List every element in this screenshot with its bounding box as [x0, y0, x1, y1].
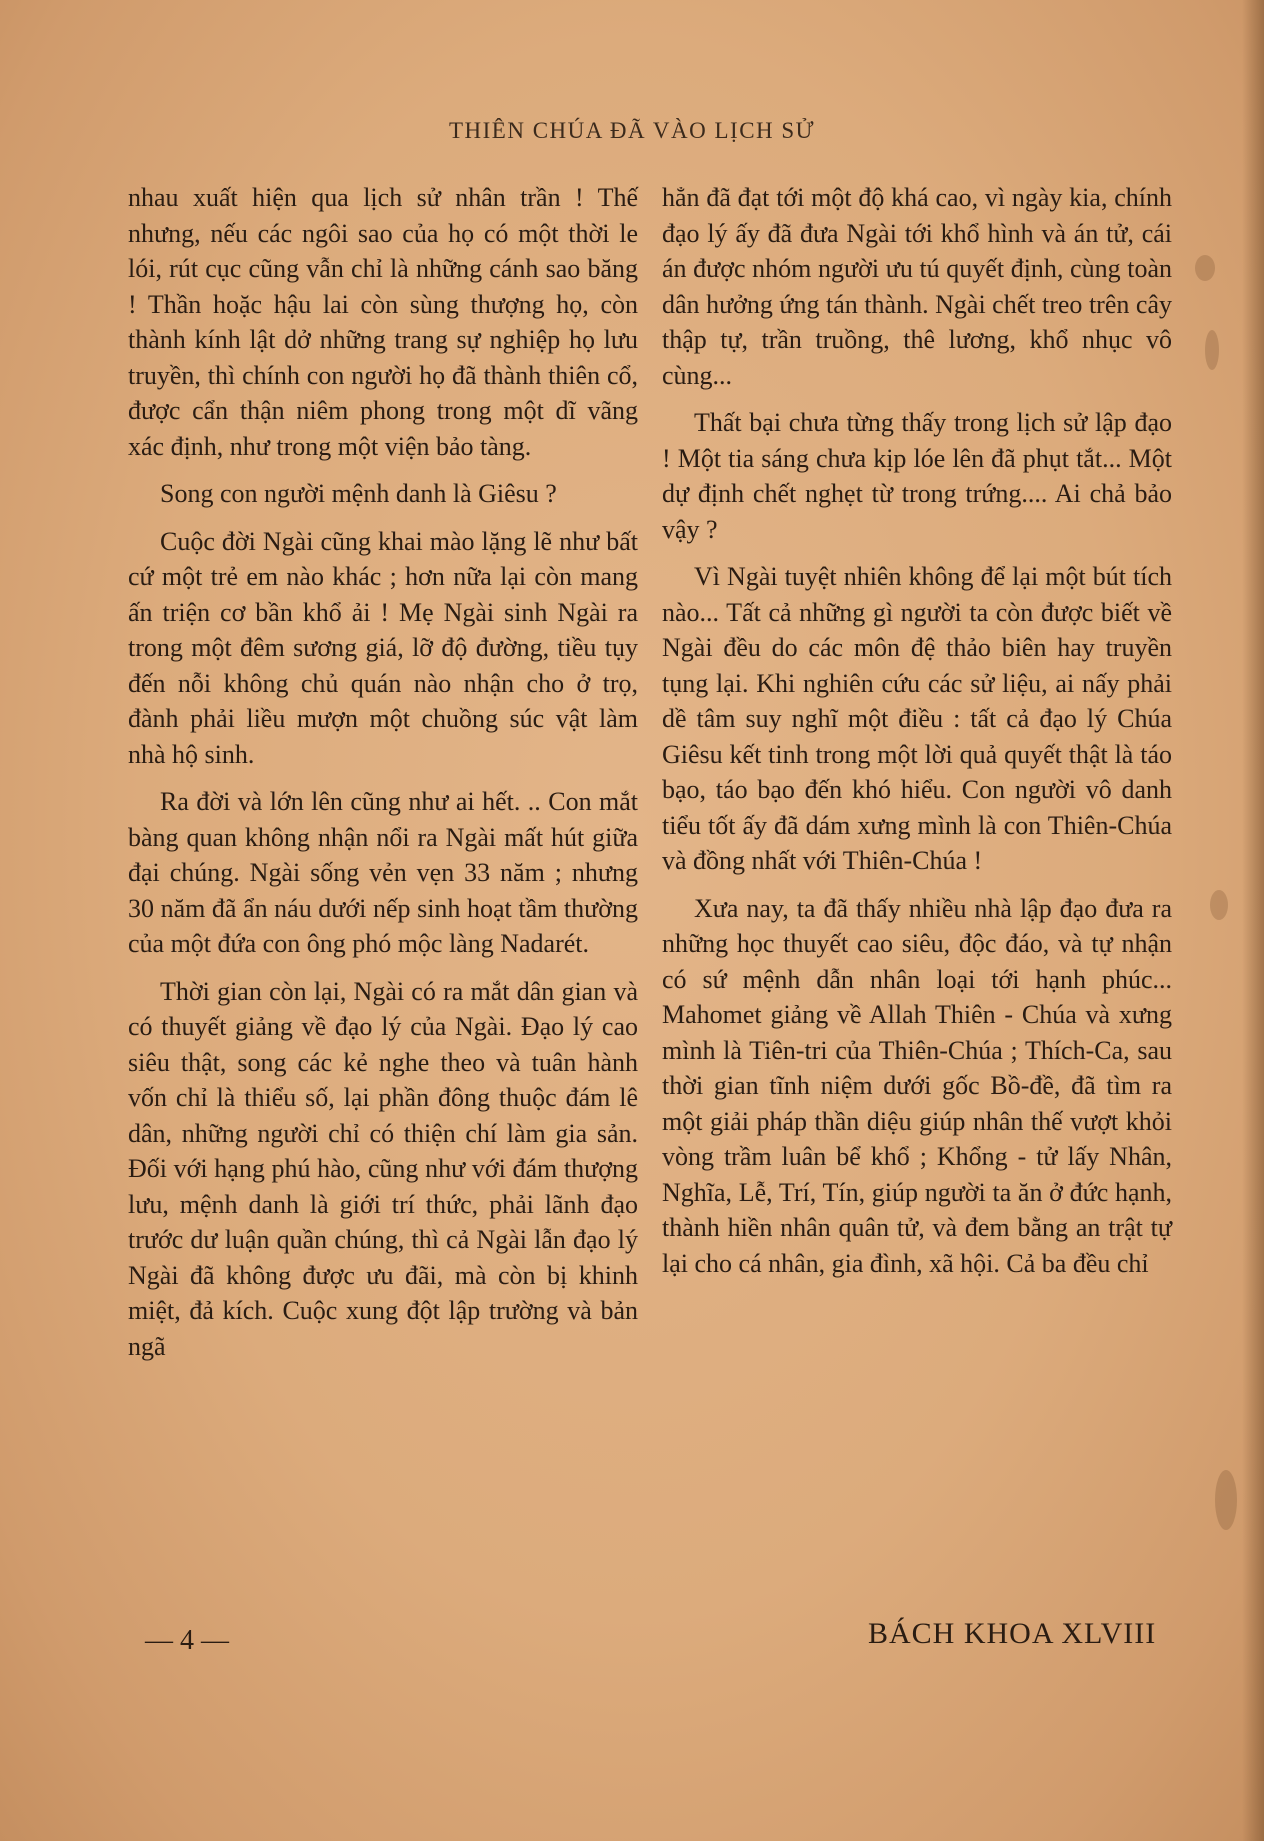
paper-stain — [1205, 330, 1219, 370]
paper-stain — [1195, 255, 1215, 281]
running-head: THIÊN CHÚA ĐÃ VÀO LỊCH SỬ — [448, 118, 816, 143]
paragraph: Thời gian còn lại, Ngài có ra mắt dân gian và có thuyết giảng về đạo lý của Ngài. Đạo lý cao siêu thật, song các kẻ nghe theo và tuân hành vốn chỉ là thiểu số, lại phần đông thuộc đám lê dân, những người chỉ có thiện chí làm gia sản. Đối với hạng phú hào, cũng như với đám thượng lưu, mệnh danh là giới trí thức, phải lãnh đạo trước dư luận quần chúng, thì cả Ngài lẫn đạo lý Ngài đã không được ưu đãi, mà còn bị khinh miệt, đả kích. Cuộc xung đột lập trường và bản ngã — [128, 976, 638, 1361]
paragraph: Xưa nay, ta đã thấy nhiều nhà lập đạo đưa ra những học thuyết cao siêu, độc đáo, và tự nhận có sứ mệnh dẫn nhân loại tới hạnh phúc... Mahomet giảng về Allah Thiên - Chúa và xưng mình là Tiên-tri của Thiên-Chúa ; Thích-Ca, sau thời gian tĩnh niệm dưới gốc Bồ-đề, đã tìm ra một giải pháp thần diệu giúp nhân thế vượt khỏi vòng trầm luân bể khổ ; Khổng - tử lấy Nhân, Nghĩa, Lễ, Trí, Tín, giúp người ta ăn ở đức hạnh, thành hiền nhân quân tử, và đem bằng an trật tự lại cho cá nhân, gia đình, xã hội. Cả ba đều chỉ — [662, 893, 1172, 1278]
paragraph: Cuộc đời Ngài cũng khai mào lặng lẽ như bất cứ một trẻ em nào khác ; hơn nữa lại còn mang ấn triện cơ bần khổ ải ! Mẹ Ngài sinh Ngài ra trong một đêm sương giá, lỡ độ đường, tiều tụy đến nỗi không chủ quán nào nhận cho ở trọ, đành phải liều mượn một chuồng súc vật làm nhà hộ sinh. — [128, 526, 638, 769]
paragraph: Thất bại chưa từng thấy trong lịch sử lập đạo ! Một tia sáng chưa kịp lóe lên đã phụt tắt... Một dự định chết nghẹt từ trong trứng.... Ai chả bảo vậy ? — [662, 408, 1172, 544]
paragraph: hẳn đã đạt tới một độ khá cao, vì ngày kia, chính đạo lý ấy đã đưa Ngài tới khổ hình và án tử, cái án được nhóm người ưu tú quyết định, cùng toàn dân hưởng ứng tán thành. Ngài chết treo trên cây thập tự, trần truồng, thê lương, khổ nhục vô cùng... — [662, 183, 1172, 390]
left-column — [128, 180, 638, 1376]
right-column — [662, 180, 1172, 1293]
page-edge-shadow — [1242, 0, 1264, 1841]
paragraph: Vì Ngài tuyệt nhiên không để lại một bút tích nào... Tất cả những gì người ta còn được biết về Ngài đều do các môn đệ thảo biên hay truyền tụng lại. Khi nghiên cứu các sử liệu, ai nấy phải dề tâm suy nghĩ một điều : tất cả đạo lý Chúa Giêsu kết tinh trong một lời quả quyết thật là táo bạo, táo bạo đến khó hiểu. Con người vô danh tiểu tốt ấy đã dám xưng mình là con Thiên-Chúa và đồng nhất với Thiên-Chúa ! — [662, 562, 1172, 875]
paragraph: Ra đời và lớn lên cũng như ai hết. .. Con mắt bàng quan không nhận nổi ra Ngài mất hút giữa đại chúng. Ngài sống vẻn vẹn 33 năm ; nhưng 30 năm đã ẩn náu dưới nếp sinh hoạt tầm thường của một đứa con ông phó mộc làng Nadarét. — [128, 787, 638, 958]
page-number: — 4 — — [145, 1625, 229, 1656]
paper-stain — [1210, 890, 1228, 920]
paragraph: Song con người mệnh danh là Giêsu ? — [160, 479, 557, 508]
paper-stain — [1215, 1470, 1237, 1530]
issue-label: BÁCH KHOA XLVIII — [868, 1617, 1157, 1650]
paragraph: nhau xuất hiện qua lịch sử nhân trần ! Thế nhưng, nếu các ngôi sao của họ có một thời le lói, rút cục cũng vẫn chỉ là những cánh sao băng ! Thần hoặc hậu lai còn sùng thượng họ, còn thành kính lật dở những trang sự nghiệp họ lưu truyền, thì chính con người họ đã thành thiên cổ, được cẩn thận niêm phong trong một dĩ vãng xác định, như trong một viện bảo tàng. — [128, 183, 638, 461]
